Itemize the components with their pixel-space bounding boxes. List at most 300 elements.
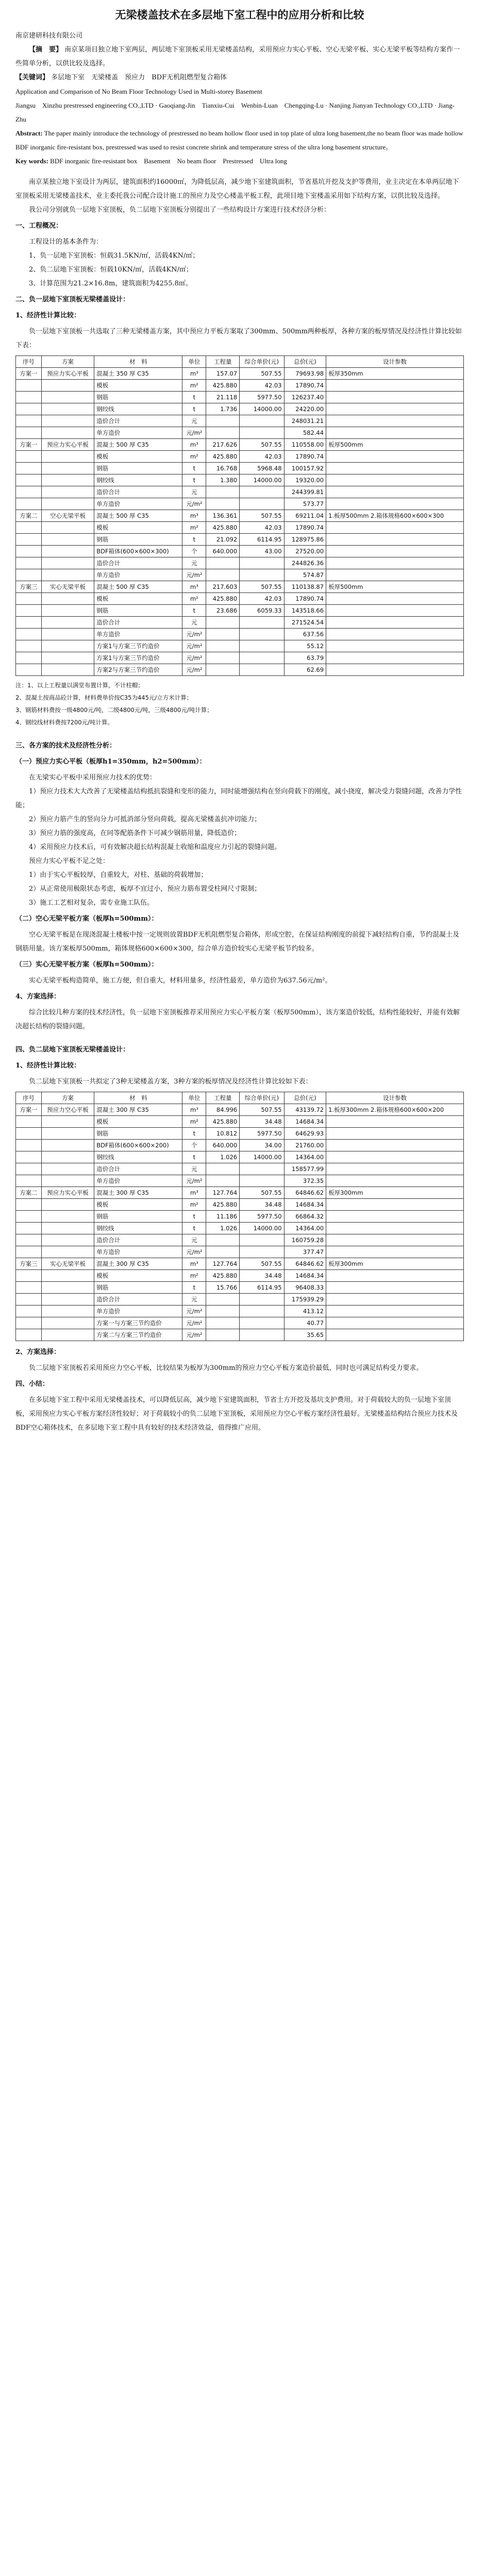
table-row	[16, 510, 464, 522]
table-cell: 79693.98	[284, 368, 326, 380]
table-cell: 钢筋	[94, 1211, 182, 1223]
table-cell: 5968.48	[240, 463, 284, 474]
table-cell: 40.77	[284, 1317, 326, 1329]
authors-en: Jiangsu Xinzhu prestressed engineering CO.,LTD · Gaoqiang-Jin Tianxiu-Cui Wenbin-Luan Chengqing-Lu · Nanjing Jianyan Technology CO.,LTD · Jiang-Zhu	[15, 101, 455, 123]
table-cell: 元/m²	[182, 1306, 206, 1317]
table-cell	[16, 380, 42, 392]
table-cell	[206, 664, 240, 676]
table-cell	[16, 1116, 42, 1128]
table-cell: 217.603	[206, 581, 240, 593]
table-cell: 模板	[94, 522, 182, 534]
table-cell: 160759.28	[284, 1234, 326, 1246]
section-3-1-title: （一）预应力实心平板（板厚h1=350mm，h2=500mm）：	[15, 758, 206, 766]
table-cell	[41, 1140, 94, 1151]
table-cell	[16, 474, 42, 486]
table-cell: 126237.40	[284, 392, 326, 403]
document-body	[15, 5, 464, 1435]
table-cell	[16, 403, 42, 415]
table-cell: 方案2与方案三节约造价	[94, 664, 182, 676]
table-cell: 方案二	[16, 1187, 42, 1199]
table-cell	[240, 1329, 284, 1341]
section-3-2-text: 空心无梁平板是在现浇混凝土楼板中按一定规则放置BDF无机阻燃型复合箱体，形成空腔，在保证结构刚度的前提下减轻结构自重，节约混凝土及钢筋用量。该方案板厚500mm，箱体规格600×600×300，综合单方造价较实心无梁平板节约较多。	[15, 931, 459, 953]
table-cell	[41, 1211, 94, 1223]
table-cell: 14000.00	[240, 1151, 284, 1163]
table-cell: 64846.62	[284, 1258, 326, 1270]
table-cell: t	[182, 392, 206, 403]
table-cell: 预应力实心平板	[41, 1187, 94, 1199]
disadvantage-item: 3）施工工艺相对复杂，需专业施工队伍。	[29, 899, 154, 907]
table-cell	[326, 1246, 464, 1258]
section-4-1-text: 负二层地下室顶板一共拟定了3种无梁楼盖方案，3种方案的板厚情况及经济性计算比较如下表：	[29, 1078, 312, 1086]
table-header-cell: 工程量	[206, 356, 240, 368]
table-cell: 模板	[94, 1270, 182, 1282]
table-cell: m²	[182, 1116, 206, 1128]
table-cell	[240, 640, 284, 652]
table-row	[16, 474, 464, 486]
table-cell	[326, 486, 464, 498]
table-note: 2、混凝土按商品砼计算，材料费单价按C35为445元/立方米计算；	[15, 694, 193, 701]
table-cell	[206, 557, 240, 569]
table-cell	[240, 652, 284, 664]
table-cell: t	[182, 1211, 206, 1223]
table-cell: 钢绞线	[94, 1151, 182, 1163]
table-cell: 混凝土 300 厚 C35	[94, 1187, 182, 1199]
table-cell: 预应力空心平板	[41, 1104, 94, 1116]
table-cell: 16.768	[206, 463, 240, 474]
table-cell: 17890.74	[284, 380, 326, 392]
section-1-items	[15, 249, 464, 291]
table-cell	[41, 1270, 94, 1282]
section-3-title: 三、各方案的技术及经济性分析：	[15, 742, 116, 750]
table-cell	[16, 1306, 42, 1317]
table-cell	[41, 1223, 94, 1234]
table-cell: 造价合计	[94, 1163, 182, 1175]
disadvantage-item: 1）由于实心平板较厚，自重较大，对柱、基础的荷载增加；	[29, 871, 208, 879]
table-cell: 方案一与方案三节约造价	[94, 1317, 182, 1329]
table-cell	[326, 1128, 464, 1140]
table-cell	[16, 546, 42, 557]
table-cell	[326, 451, 464, 463]
table-cell	[326, 640, 464, 652]
table-cell: 425.880	[206, 522, 240, 534]
table-cell: 板厚500mm	[326, 439, 464, 451]
table-cell	[41, 569, 94, 581]
table-cell: 10.812	[206, 1128, 240, 1140]
table-cell: 1.板厚300mm 2.箱体规格600×600×200	[326, 1104, 464, 1116]
table-cell: 方案三	[16, 1258, 42, 1270]
table-cell	[16, 1140, 42, 1151]
table-cell: 元/m²	[182, 569, 206, 581]
table-cell	[16, 1234, 42, 1246]
table-cell: 钢筋	[94, 463, 182, 474]
table-cell	[326, 415, 464, 427]
table-cell	[16, 617, 42, 629]
table-cell: 造价合计	[94, 415, 182, 427]
table-row	[16, 534, 464, 546]
table-cell	[41, 486, 94, 498]
table-cell: 425.880	[206, 1270, 240, 1282]
table-row	[16, 1306, 464, 1317]
table-cell: t	[182, 1151, 206, 1163]
table-cell: 413.12	[284, 1306, 326, 1317]
table-cell	[41, 1329, 94, 1341]
table-cell: 43139.72	[284, 1104, 326, 1116]
table-cell: t	[182, 463, 206, 474]
table-row	[16, 1223, 464, 1234]
table-cell	[41, 605, 94, 617]
table-row	[16, 1140, 464, 1151]
advantage-item: 4）采用预应力技术后，可有效解决超长结构混凝土收缩和温度应力引起的裂缝问题。	[29, 843, 281, 851]
table-cell	[41, 415, 94, 427]
table-cell	[240, 569, 284, 581]
table-cell	[16, 1175, 42, 1187]
table-cell: 11.186	[206, 1211, 240, 1223]
table-header-cell: 方案	[41, 1092, 94, 1104]
table-cell: 实心无梁平板	[41, 581, 94, 593]
table-cell: 造价合计	[94, 617, 182, 629]
table-header-cell: 单位	[182, 1092, 206, 1104]
table-cell: m³	[182, 581, 206, 593]
table-cell: 单方造价	[94, 498, 182, 510]
table-cell	[326, 605, 464, 617]
table-cell: 377.47	[284, 1246, 326, 1258]
table-cell	[240, 1294, 284, 1306]
table-header-cell: 设计参数	[326, 356, 464, 368]
table-cell: 14364.00	[284, 1223, 326, 1234]
table-cell	[41, 403, 94, 415]
table-cell: 模板	[94, 1116, 182, 1128]
table-cell: 372.35	[284, 1175, 326, 1187]
table-cell	[41, 593, 94, 605]
table-cell: 66864.32	[284, 1211, 326, 1223]
table-cell: 271524.54	[284, 617, 326, 629]
table-cell: 板厚300mm	[326, 1187, 464, 1199]
table-row	[16, 463, 464, 474]
table-cell: 14684.34	[284, 1270, 326, 1282]
table-cell	[16, 427, 42, 439]
table-cell: 14000.00	[240, 1223, 284, 1234]
table-cell	[326, 427, 464, 439]
table-cell: 425.880	[206, 1199, 240, 1211]
table-cell: 造价合计	[94, 486, 182, 498]
table-cell	[16, 640, 42, 652]
table-cell: 24220.00	[284, 403, 326, 415]
table-cell: 21.118	[206, 392, 240, 403]
table-cell: 板厚350mm	[326, 368, 464, 380]
table-cell: 64629.93	[284, 1128, 326, 1140]
keywords-cn-text: 多层地下室 无梁楼盖 预应力 BDF无机阻燃型复合箱体	[51, 74, 227, 81]
table-row	[16, 1175, 464, 1187]
table-cell: 507.55	[240, 510, 284, 522]
table-cell	[16, 451, 42, 463]
table-cell: 34.48	[240, 1270, 284, 1282]
table-header-row	[16, 1092, 464, 1104]
table-cell: 507.55	[240, 439, 284, 451]
section-2-1-title: 1、经济性计算比较：	[15, 312, 81, 319]
table-cell	[240, 629, 284, 640]
table-cell: t	[182, 1282, 206, 1294]
table-header-cell: 总价(元)	[284, 356, 326, 368]
table-cell	[41, 1317, 94, 1329]
table-cell: 方案1与方案三节约造价	[94, 640, 182, 652]
table-cell: 元/m²	[182, 1246, 206, 1258]
table-cell	[326, 474, 464, 486]
table-cell: 混凝土 500 厚 C35	[94, 439, 182, 451]
abstract-cn-label: 【摘 要】	[29, 46, 63, 54]
table-cell: 34.00	[240, 1140, 284, 1151]
table-cell	[240, 1175, 284, 1187]
table-cell: 1.736	[206, 403, 240, 415]
table-cell	[240, 557, 284, 569]
table-cell: 6114.95	[240, 1282, 284, 1294]
table-row	[16, 451, 464, 463]
section-1-intro: 工程设计的基本条件为：	[29, 238, 103, 246]
table-header-cell: 材 料	[94, 1092, 182, 1104]
table-cell: 55.12	[284, 640, 326, 652]
table-cell	[206, 652, 240, 664]
table-cell: 方案三	[16, 581, 42, 593]
table-cell	[326, 569, 464, 581]
table-cell	[16, 652, 42, 664]
table-cell	[41, 617, 94, 629]
table-cell: m³	[182, 1187, 206, 1199]
table-cell: 425.880	[206, 380, 240, 392]
table-cell: 元	[182, 1234, 206, 1246]
table-cell	[41, 664, 94, 676]
table-cell: 方案二与方案三节约造价	[94, 1329, 182, 1341]
table-cell: 175939.29	[284, 1294, 326, 1306]
table-cell	[16, 498, 42, 510]
section-4-2-title: 2、方案选择：	[15, 1348, 61, 1356]
table-cell	[41, 557, 94, 569]
table-cell	[41, 1306, 94, 1317]
section-3-1-paragraphs	[15, 785, 464, 854]
table-cell: 248031.21	[284, 415, 326, 427]
section-3-3-title: （三）实心无梁平板方案（板厚h=500mm）：	[15, 961, 158, 969]
table-cell	[16, 463, 42, 474]
table-row	[16, 427, 464, 439]
table-cell: 27520.00	[284, 546, 326, 557]
cost-table-floor-1	[15, 355, 464, 676]
table-cell	[326, 557, 464, 569]
table-cell: 42.03	[240, 522, 284, 534]
table-note: 4、钢绞线材料费按7200元/吨计算。	[15, 719, 113, 726]
table-cell: 方案1与方案三节约造价	[94, 652, 182, 664]
table-cell	[206, 1163, 240, 1175]
table-cell	[240, 1317, 284, 1329]
table-row	[16, 403, 464, 415]
table-cell: 6114.95	[240, 534, 284, 546]
table-cell: 元/m²	[182, 1175, 206, 1187]
table-cell: 425.880	[206, 1116, 240, 1128]
table-cell	[41, 463, 94, 474]
table-cell: 单方造价	[94, 427, 182, 439]
table-cell: 元/m²	[182, 664, 206, 676]
table-cell: 元	[182, 557, 206, 569]
table-cell: 钢筋	[94, 1282, 182, 1294]
table-cell	[41, 534, 94, 546]
table-cell	[41, 652, 94, 664]
table-cell	[16, 1128, 42, 1140]
table-cell: 6059.33	[240, 605, 284, 617]
table-cell: 110558.00	[284, 439, 326, 451]
table-cell	[41, 474, 94, 486]
table-cell: m³	[182, 510, 206, 522]
table-cell	[326, 664, 464, 676]
table-cell	[206, 498, 240, 510]
table-header-cell: 单位	[182, 356, 206, 368]
table-cell	[16, 1270, 42, 1282]
table-cell	[16, 1223, 42, 1234]
keywords-cn	[15, 71, 464, 84]
table-1-notes	[15, 680, 464, 727]
table-cell	[206, 1329, 240, 1341]
intro-paragraph-2: 我公司分别就负一层地下室顶板，负二层地下室顶板分别提出了一些结构设计方案进行技术经济分析：	[29, 206, 331, 214]
advantage-item: 3）预应力筋的强度高，在同等配筋条件下可减少钢筋用量，降低造价；	[29, 829, 241, 837]
table-cell: 造价合计	[94, 557, 182, 569]
table-cell	[206, 427, 240, 439]
table-cell: 钢筋	[94, 605, 182, 617]
table-cell	[16, 1282, 42, 1294]
table-cell: 143518.66	[284, 605, 326, 617]
table-cell: 元	[182, 415, 206, 427]
table-cell: 方案二	[16, 510, 42, 522]
table-cell	[41, 1128, 94, 1140]
table-cell	[41, 498, 94, 510]
table-cell	[16, 415, 42, 427]
table-cell	[206, 640, 240, 652]
table-cell: 造价合计	[94, 1294, 182, 1306]
table-row	[16, 1270, 464, 1282]
table-cell: 244826.36	[284, 557, 326, 569]
table-cell	[326, 1140, 464, 1151]
table-cell: m²	[182, 522, 206, 534]
table-cell: 1.026	[206, 1151, 240, 1163]
table-cell: 混凝土 350 厚 C35	[94, 368, 182, 380]
table-cell	[240, 1163, 284, 1175]
table-cell: 573.77	[284, 498, 326, 510]
table-row	[16, 1234, 464, 1246]
table-cell: 425.880	[206, 593, 240, 605]
table-cell: 模板	[94, 380, 182, 392]
table-cell	[326, 498, 464, 510]
table-cell	[326, 1294, 464, 1306]
table-cell: m³	[182, 368, 206, 380]
keywords-en	[15, 154, 464, 168]
table-cell: 136.361	[206, 510, 240, 522]
table-cell	[16, 1317, 42, 1329]
table-row	[16, 546, 464, 557]
table-cell	[326, 1211, 464, 1223]
table-cell: 元/m²	[182, 629, 206, 640]
table-cell	[16, 486, 42, 498]
table-cell	[326, 522, 464, 534]
table-header-row	[16, 356, 464, 368]
table-cell	[16, 629, 42, 640]
table-cell	[326, 1199, 464, 1211]
table-row	[16, 1294, 464, 1306]
table-cell: 混凝土 300 厚 C35	[94, 1104, 182, 1116]
table-cell: 637.56	[284, 629, 326, 640]
table-cell	[41, 1199, 94, 1211]
table-header-cell: 材 料	[94, 356, 182, 368]
table-header-cell: 综合单价(元)	[240, 1092, 284, 1104]
table-cell	[326, 1317, 464, 1329]
table-row	[16, 629, 464, 640]
table-cell	[41, 629, 94, 640]
table-cell: 69211.04	[284, 510, 326, 522]
table-cell	[240, 427, 284, 439]
table-cell: 钢筋	[94, 392, 182, 403]
table-note: 注：1、以上工程量以满堂布置计算，不计柱帽；	[15, 682, 144, 689]
table-cell	[41, 1294, 94, 1306]
table-cell: m²	[182, 380, 206, 392]
table-cell	[326, 629, 464, 640]
table-cell: 元	[182, 486, 206, 498]
table-row	[16, 1128, 464, 1140]
table-cell	[326, 534, 464, 546]
document-title: 无梁楼盖技术在多层地下室工程中的应用分析和比较	[115, 8, 364, 21]
table-cell	[16, 605, 42, 617]
table-cell: 元/m²	[182, 1317, 206, 1329]
table-row	[16, 415, 464, 427]
table-header-cell: 工程量	[206, 1092, 240, 1104]
table-cell: 640.000	[206, 546, 240, 557]
table-cell	[240, 664, 284, 676]
table-cell	[41, 522, 94, 534]
table-row	[16, 1246, 464, 1258]
table-cell	[240, 486, 284, 498]
table-cell	[41, 546, 94, 557]
table-cell: 35.65	[284, 1329, 326, 1341]
table-cell: 14684.34	[284, 1199, 326, 1211]
abstract-en-label: Abstract:	[15, 129, 43, 137]
table-row	[16, 1329, 464, 1341]
table-cell: 板厚500mm	[326, 581, 464, 593]
table-row	[16, 1199, 464, 1211]
table-cell: t	[182, 534, 206, 546]
section-1-title: 一、工程概况：	[15, 222, 63, 230]
table-cell	[16, 1211, 42, 1223]
table-row	[16, 1104, 464, 1116]
table-cell: 507.55	[240, 581, 284, 593]
table-cell	[326, 392, 464, 403]
table-row	[16, 569, 464, 581]
table-cell	[206, 617, 240, 629]
table-cell: 17890.74	[284, 451, 326, 463]
table-cell	[16, 557, 42, 569]
table-cell	[206, 569, 240, 581]
table-cell	[326, 617, 464, 629]
section-3-1-advantage: 在无梁实心平板中采用预应力技术的优势：	[29, 774, 157, 782]
table-cell: 63.79	[284, 652, 326, 664]
table-cell	[240, 415, 284, 427]
table-row	[16, 640, 464, 652]
table-cell	[16, 1199, 42, 1211]
table-row	[16, 1258, 464, 1270]
table-cell: 42.03	[240, 593, 284, 605]
table-cell	[240, 617, 284, 629]
table-cell: 钢筋	[94, 534, 182, 546]
table-cell: 空心无梁平板	[41, 510, 94, 522]
section-3-1-disadvantage-title: 预应力实心平板不足之处：	[29, 857, 110, 865]
author: 南京建研科技有限公司	[15, 32, 83, 40]
table-cell	[326, 546, 464, 557]
table-row	[16, 439, 464, 451]
section-3-1-disadvantages	[15, 868, 464, 910]
table-cell: 17890.74	[284, 593, 326, 605]
table-cell: 单方造价	[94, 1175, 182, 1187]
